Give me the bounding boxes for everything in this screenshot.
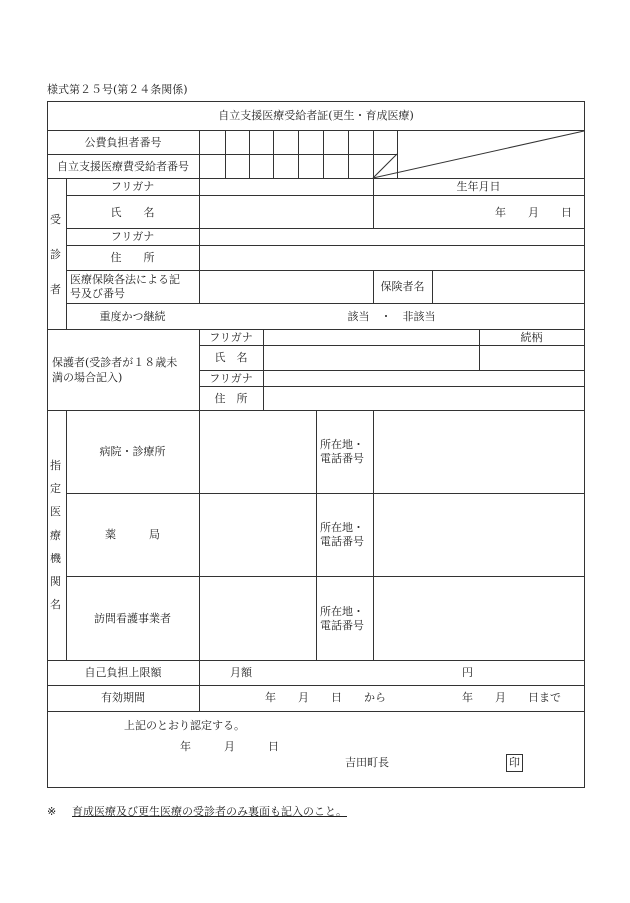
institution-group-char-5: 機 xyxy=(50,552,61,565)
seal-box: 印 xyxy=(506,754,523,772)
institution-group-char-4: 療 xyxy=(50,529,61,542)
birthdate-format: 年 月 日 xyxy=(495,206,572,219)
patient-name-label: 氏 名 xyxy=(110,206,155,219)
insurance-label-line1: 医療保険各法による記 xyxy=(70,273,180,286)
institution-group-char-7: 名 xyxy=(50,598,61,611)
validity-period-label: 有効期間 xyxy=(101,691,145,704)
patient-group-char-1: 受 xyxy=(50,213,61,226)
insurer-label: 保険者名 xyxy=(380,280,425,293)
guardian-furigana-label-2: フリガナ xyxy=(209,372,253,385)
patient-furigana-label-2: フリガナ xyxy=(110,230,155,243)
pharmacy-location-label-2: 電話番号 xyxy=(320,535,364,548)
guardian-address-label: 住 所 xyxy=(214,392,248,405)
public-payer-number-label: 公費負担者番号 xyxy=(84,136,162,149)
copay-limit-label: 自己負担上限額 xyxy=(84,666,162,679)
patient-group-char-3: 者 xyxy=(50,283,61,296)
validity-to-date: 年 月 日まで xyxy=(462,691,561,704)
nursing-location-label-1: 所在地・ xyxy=(320,605,364,618)
severe-continuous-options: 該当 ・ 非該当 xyxy=(347,310,436,323)
patient-furigana-label: フリガナ xyxy=(110,180,155,193)
certification-statement: 上記のとおり認定する。 xyxy=(124,719,245,732)
pharmacy-location-label-1: 所在地・ xyxy=(320,521,364,534)
issuer-name: 吉田町長 xyxy=(345,756,389,769)
hospital-clinic-label: 病院・診療所 xyxy=(99,445,166,458)
institution-group-char-2: 定 xyxy=(50,482,61,495)
birthdate-label: 生年月日 xyxy=(456,180,501,193)
insurance-label-line2: 号及び番号 xyxy=(70,287,125,300)
form-title: 自立支援医療受給者証(更生・育成医療) xyxy=(218,109,414,122)
footnote-mark: ※ xyxy=(47,805,57,818)
institution-group-char-3: 医 xyxy=(50,505,61,518)
institution-group-char-6: 関 xyxy=(50,575,61,588)
guardian-furigana-label: フリガナ xyxy=(209,331,253,344)
hospital-location-label-2: 電話番号 xyxy=(320,452,364,465)
pharmacy-label: 薬 局 xyxy=(105,528,160,541)
guardian-relation-label: 続柄 xyxy=(520,331,543,344)
nursing-location-label-2: 電話番号 xyxy=(320,619,364,632)
hospital-location-label-1: 所在地・ xyxy=(320,438,364,451)
certification-date: 年 月 日 xyxy=(180,740,279,753)
recipient-number-label: 自立支援医療費受給者番号 xyxy=(57,160,189,173)
guardian-name-label: 氏 名 xyxy=(214,351,248,364)
guardian-label-line1: 保護者(受診者が１８歳未 xyxy=(52,356,178,369)
copay-monthly-label: 月額 xyxy=(230,666,252,679)
patient-address-label: 住 所 xyxy=(110,251,155,264)
patient-group-char-2: 診 xyxy=(50,248,61,261)
validity-from-date: 年 月 日 から xyxy=(265,691,386,704)
institution-group-char-1: 指 xyxy=(50,459,61,472)
copay-yen-label: 円 xyxy=(462,666,473,679)
footnote-text: 育成医療及び更生医療の受診者のみ裏面も記入のこと。 xyxy=(72,805,347,818)
form-number: 様式第２５号(第２４条関係) xyxy=(47,83,188,96)
severe-continuous-label: 重度かつ継続 xyxy=(99,310,166,323)
home-nursing-label: 訪問看護事業者 xyxy=(94,612,171,625)
guardian-label-line2: 満の場合記入) xyxy=(52,371,123,384)
